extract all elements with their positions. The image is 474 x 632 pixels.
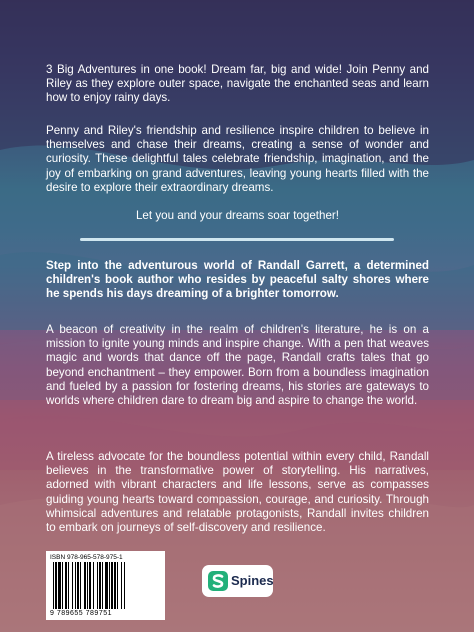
isbn-digits: 9 789655 789751	[50, 610, 112, 617]
barcode-bar	[97, 562, 98, 609]
barcode-bar	[114, 562, 116, 609]
barcode-bar	[89, 562, 91, 609]
blurb-tagline: Let you and your dreams soar together!	[135, 209, 339, 222]
barcode-bar	[109, 562, 110, 609]
barcode-bar	[102, 562, 103, 609]
barcode-bar	[68, 562, 69, 609]
isbn-barcode	[46, 551, 165, 620]
barcode-bar	[105, 562, 108, 609]
barcode-bars	[53, 562, 159, 609]
isbn-label: ISBN 978-965-578-975-1	[50, 554, 123, 561]
author-intro: Step into the adventurous world of Randall Garrett, a determined children's book author who resides by peaceful salty shores where he spends his days dreaming of a brighter tomorrow.	[46, 259, 429, 301]
barcode-bar	[117, 562, 118, 609]
barcode-bar	[72, 562, 73, 609]
barcode-bar	[75, 562, 76, 609]
publisher-name: Spines	[231, 573, 274, 588]
section-divider	[80, 238, 394, 241]
blurb-intro: 3 Big Adventures in one book! Dream far, big and wide! Join Penny and Riley as they explore outer space, navigate the enchanted seas and learn how to enjoy rainy days.	[46, 63, 429, 105]
barcode-bar	[55, 562, 57, 609]
barcode-bar	[87, 562, 88, 609]
barcode-bar	[58, 562, 61, 609]
barcode-bar	[65, 562, 67, 609]
author-bio-2: A tireless advocate for the boundless potential within every child, Randall believes in the transformative power of storytelling. His narratives, adorned with vibrant characters and life lessons, serve as compasses guiding young hearts toward compassion, courage, and curiosity. Through whimsical adventures and relatable protagonists, Randall invites children to embark on journeys of self-discovery and resilience.	[46, 450, 429, 535]
barcode-bar	[124, 562, 125, 609]
barcode-bar	[53, 562, 54, 609]
author-bio-1: A beacon of creativity in the realm of children's literature, he is on a mission to ignite young minds and inspire change. With a pen that weaves magic and words that dance off the page, Randall crafts tales that go beyond enchantment – they empower. Born from a boundless imagination and fueled by a passion for fostering dreams, his stories are gateways to worlds where children dare to dream big and aspire to change the world.	[46, 323, 429, 408]
barcode-bar	[111, 562, 113, 609]
blurb-friendship: Penny and Riley's friendship and resilience inspire children to believe in themselves and chase their dreams, creating a sense of wonder and curiosity. These delightful tales celebrate friendship, imagination, and the joy of embarking on grand adventures, leaving young hearts filled with the desire to explore their extraordinary dreams.	[46, 124, 429, 194]
barcode-bar	[62, 562, 63, 609]
barcode-bar	[84, 562, 86, 609]
publisher-logo	[202, 565, 273, 597]
barcode-bar	[121, 562, 122, 609]
barcode-bar	[99, 562, 101, 609]
spines-logo-icon	[208, 571, 228, 591]
barcode-bar	[80, 562, 81, 609]
barcode-bar	[77, 562, 79, 609]
barcode-bar	[93, 562, 94, 609]
